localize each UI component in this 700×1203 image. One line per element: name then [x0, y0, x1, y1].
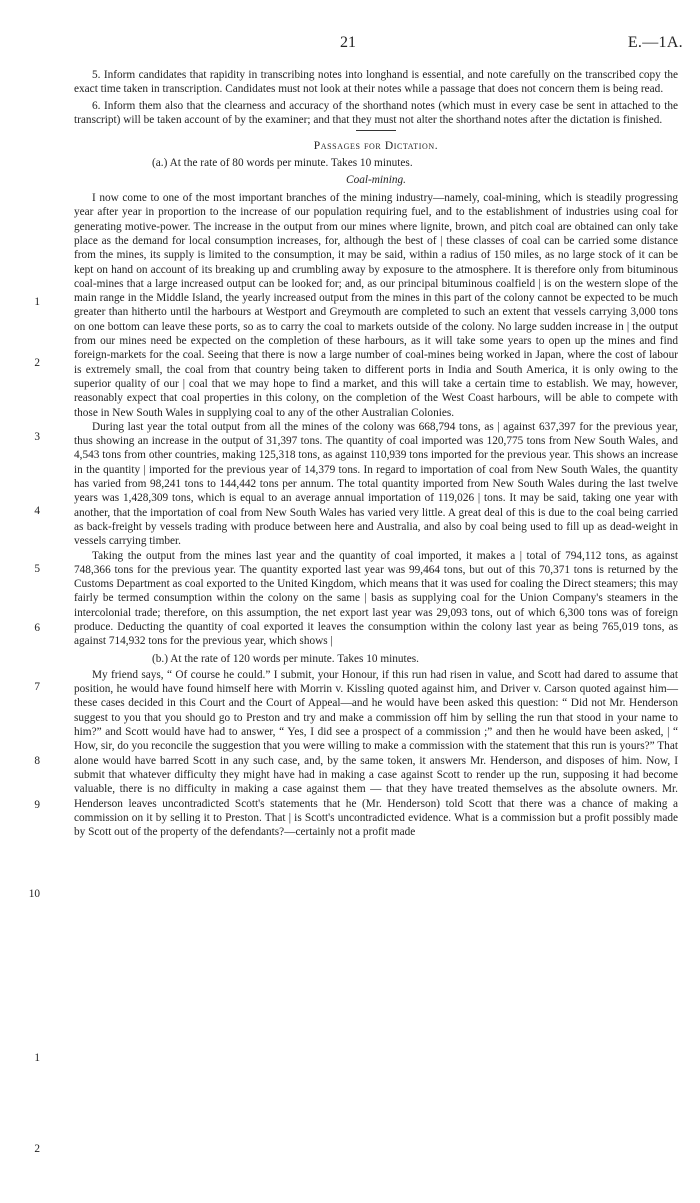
- margin-number: 3: [34, 431, 40, 443]
- instruction-6: 6. Inform them also that the clearness and accuracy of the shorthand notes (which must in every case be sent in attached to the transcript) will be taken account of by the examiner; and that they must not alter the shorthand notes after the dictation is finished.: [74, 99, 678, 126]
- margin-number: 7: [34, 681, 40, 693]
- margin-number: 10: [28, 888, 40, 900]
- passage-b-label: (b.) At the rate of 120 words per minute. Takes 10 minutes.: [152, 652, 419, 665]
- passage-a-paragraph: During last year the total output from all the mines of the colony was 668,794 tons, as | against 637,397 for the previous year, thus showing an increase in the output of 31,397 tons. The quantity of coal imported was 120,775 tons from New South Wales, and 4,543 tons from other countries, making 125,318 tons, as against 110,939 tons imported for the previous year. This shows an increase in the quantity | imported for the previous year of 14,379 tons. In regard to importation of coal from New South Wales, the quantity has varied from 98,241 tons to 144,442 tons per annum. The total quantity imported from New South Wales during the last twelve years was 1,428,309 tons, which is equal to an average annual importation of 119,026 | tons. It may be said, taking one year with another, that the importation of coal from New South Wales has varied very little. A great deal of this is due to the coal being carried as back-freight by vessels trading with produce between here and Australia, and also by coal being used to fill up as dead-weight in vessels carrying timber.: [74, 420, 678, 548]
- margin-number: 1: [34, 296, 40, 308]
- document-reference: E.—1A.: [627, 34, 683, 51]
- page-number: 21: [340, 34, 356, 51]
- page-header: [0, 34, 700, 54]
- section-heading: Passages for Dictation.: [313, 140, 439, 153]
- instruction-5: 5. Inform candidates that rapidity in transcribing notes into longhand is essential, and note carefully on the transcribed copy the exact time taken in transcription. Candidates must not look at their notes while a passage that does not concern them is being read.: [74, 69, 678, 96]
- section-divider: [356, 130, 396, 131]
- passage-b-paragraph: My friend says, “ Of course he could.” I submit, your Honour, if this run had risen in value, and Scott had dared to assume that position, he would have found himself here with Morrin v. Kissling quoted against him, and Driver v. Carson quoted against him—these cases decided in this Court and the Court of Appeal—and he would have been asked this question: “ Did not Mr. Henderson suggest to you that you should go to Preston and try and make a commission off him by selling the run that stood in your name to him?” and Scott would have had to answer, “ Yes, I did see a prospect of a commission ;” and then he would have been asked, | “ How, sir, do you reconcile the suggestion that you were willing to make a commission with the statement that this run is yours?” That alone would have barred Scott in any such case, and, by the same token, it answers Mr. Henderson, and disposes of him. Now, I submit that whatever difficulty they might have had in making a case against Scott to render up the run, supposing it had become valuable, there is no difficulty in making a case against them — that they have treated themselves as the absolute owners. Mr. Henderson leaves uncontradicted Scott's statements that he (Mr. Henderson) told Scott that there was a chance of making a commission on it by selling it to Preston. That | is Scott's uncontradicted evidence. What is a commission but a profit possibly made by Scott out of the property of the defendants?—certainly not a profit made: [74, 668, 678, 839]
- margin-number: 5: [34, 563, 40, 575]
- margin-number: 2: [34, 357, 40, 369]
- passage-a-title: Coal-mining.: [346, 173, 406, 186]
- margin-number: 2: [34, 1143, 40, 1155]
- margin-number: 4: [34, 505, 40, 517]
- margin-number: 6: [34, 622, 40, 634]
- body-text: [74, 68, 678, 839]
- passage-a-paragraph: Taking the output from the mines last year and the quantity of coal imported, it makes a | total of 794,112 tons, as against 748,366 tons for the previous year. The quantity exported last year was 99,464 tons, but out of this 70,371 tons is returned by the Customs Department as coal exported to the United Kingdom, which means that it was used for coaling the Direct steamers; this may fairly be termed consumption within the colony on the same | basis as supplying coal for the Union Company's steamers in the intercolonial trade; therefore, on this assumption, the net export last year was 29,093 tons, out of which 6,300 tons was of foreign produce. Deducting the quantity of coal exported it leaves the consumption within the colony last year as being 765,019 tons, as against 714,932 tons for the previous year, which shows |: [74, 549, 678, 648]
- margin-number: 1: [34, 1052, 40, 1064]
- margin-number: 9: [34, 799, 40, 811]
- passage-a-label: (a.) At the rate of 80 words per minute. Takes 10 minutes.: [152, 157, 413, 170]
- passage-a-paragraph: I now come to one of the most important branches of the mining industry—namely, coal-mining, which is steadily progressing year after year in proportion to the increase of our population requiring fuel, and to the establishment of industries using coal for generating motive-power. The increase in the output from our mines where lignite, brown, and pitch coal are obtained can only take place as the demand for local consumption increases, for, although the best of | these classes of coal can be carried some distance from the mines, its supply is limited to the consumption, it may be said, within a radius of 150 miles, as no large stock of it can be kept on hand on account of its breaking up and crumbling away by exposure to the atmosphere. It is therefore only from bituminous coal-mines that a large increased output can be looked for; and, as our principal bituminous coalfield | is on the western slope of the main range in the Middle Island, the yearly increased output from the mines in this part of the colony cannot be expected to be much greater than hitherto until the harbours at Westport and Greymouth are completed to such an extent that vessels carrying 3,000 tons on one bottom can leave these ports, so as to carry the coal to markets outside of the colony. No large sudden increase in | the output from our mines need be expected on the completion of these harbours, as it will take some years to open up the mines and find foreign-markets for the coal. Seeing that there is now a large number of coal-mines being worked in Japan, where the cost of labour is extremely small, the coal from that country being taken to different ports in India and South America, it is only owing to the superior quality of our | coal that we may hope to find a market, and this will take a certain time to establish. We may, however, reasonably expect that coal properties in this colony, on the completion of the West Coast harbours, will be able to compete with those in New South Wales in supplying coal to any of the other Australian Colonies.: [74, 192, 678, 419]
- margin-number: 8: [34, 755, 40, 767]
